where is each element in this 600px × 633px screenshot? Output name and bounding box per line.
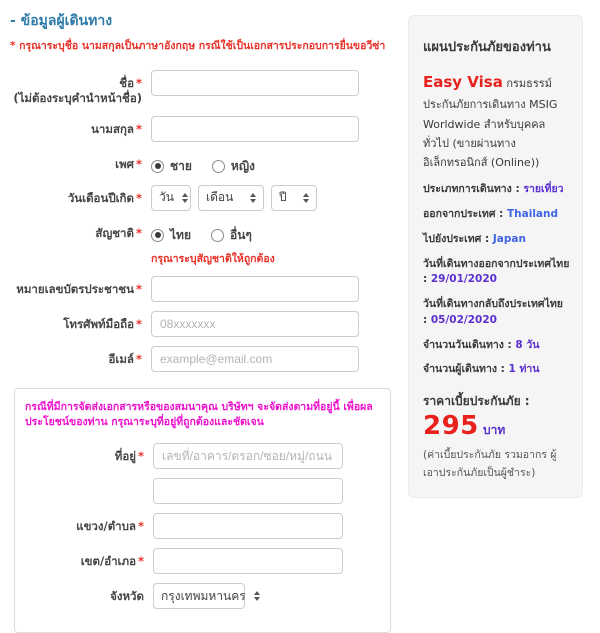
phone-input[interactable]	[151, 311, 359, 337]
nationality-warning-note: กรุณาระบุสัญชาติให้ถูกต้อง	[151, 252, 275, 265]
nationality-thai-radio[interactable]	[151, 229, 164, 242]
departure-date-row: วันที่เดินทางออกจากประเทศไทย : 29/01/2020	[423, 257, 570, 286]
required-asterisk: *	[135, 351, 142, 366]
trip-type-row: ประเภทการเดินทาง : รายเที่ยว	[423, 183, 564, 196]
departure-date-value[interactable]: 29/01/2020	[430, 273, 497, 286]
last-name-row	[10, 116, 400, 142]
required-asterisk: *	[135, 316, 142, 331]
trip-days-row: จำนวนวันเดินทาง : 8 วัน	[423, 338, 540, 351]
birth-year-select[interactable]: ปี	[271, 185, 317, 211]
traveler-count-row: จำนวนผู้เดินทาง : 1 ท่าน	[423, 363, 540, 376]
district-row	[25, 548, 380, 574]
gender-female-label[interactable]: หญิง	[230, 158, 255, 173]
summary-title: แผนประกันภัยของท่าน	[423, 40, 551, 55]
email-row	[10, 346, 400, 372]
plan-description: Easy Visa กรมธรรม์ประกันภัยการเดินทาง MSIG Worldwide สำหรับบุคคลทั่วไป (ขายผ่านทางอิเล็กทรอนิกส์ (Online))	[423, 73, 558, 169]
first-name-row	[10, 70, 400, 107]
last-name-input[interactable]	[151, 116, 359, 142]
return-date-row: วันที่เดินทางกลับถึงประเทศไทย : 05/02/2020	[423, 298, 563, 326]
plan-name: Easy Visa	[423, 73, 503, 91]
email-input[interactable]	[151, 346, 359, 372]
premium-price-value: 295	[423, 411, 479, 441]
english-name-note: * กรุณาระบุชื่อ นามสกุลเป็นภาษาอังกฤษ กรณีใช้เป็นเอกสารประกอบการยื่นขอวีซ่า	[10, 40, 386, 52]
gender-male-label[interactable]: ชาย	[170, 158, 192, 173]
id-card-input[interactable]	[151, 276, 359, 302]
gender-male-radio[interactable]	[151, 160, 164, 173]
trip-type-value[interactable]: รายเที่ยว	[523, 183, 564, 196]
birth-day-select[interactable]: วัน	[151, 185, 191, 211]
nationality-other-radio[interactable]	[211, 229, 224, 242]
id-card-label: หมายเลขบัตรประชาชน *	[16, 281, 142, 296]
address-row	[25, 443, 380, 469]
phone-label: โทรศัพท์มือถือ *	[63, 316, 142, 331]
mailing-address-note: กรณีที่มีการจัดส่งเอกสารหรือของสมนาคุณ บริษัทฯ จะจัดส่งตามที่อยู่นี้ เพื่อผลประโยชน์ของท่าน กรุณาระบุที่อยู่ที่ถูกต้องและชัดเจน	[25, 400, 373, 429]
destination-country-row: ไปยังประเทศ : Japan	[423, 232, 526, 245]
email-label: อีเมล์ *	[108, 351, 142, 366]
select-arrows-icon	[254, 591, 260, 601]
insurance-plan-summary-panel	[408, 15, 583, 498]
origin-country-value[interactable]: Thailand	[507, 208, 559, 220]
birthdate-label: วันเดือนปีเกิด *	[67, 190, 142, 205]
required-asterisk: *	[137, 519, 144, 534]
trip-days-value: 8 วัน	[515, 338, 540, 351]
return-date-value[interactable]: 05/02/2020	[430, 313, 497, 326]
required-asterisk: *	[135, 281, 142, 296]
required-asterisk: *	[135, 225, 142, 240]
gender-female-radio[interactable]	[212, 160, 225, 173]
mailing-address-box	[14, 388, 391, 633]
section-title: - ข้อมูลผู้เดินทาง	[10, 13, 113, 29]
nationality-row	[10, 220, 400, 267]
first-name-input[interactable]	[151, 70, 359, 96]
district-label: เขต/อำเภอ *	[80, 554, 144, 569]
address-line2-input[interactable]	[153, 478, 343, 504]
subdistrict-label: แขวง/ตำบล *	[76, 519, 144, 534]
required-asterisk: *	[135, 156, 142, 171]
province-row	[25, 583, 380, 609]
premium-price-unit: บาท	[478, 423, 506, 437]
premium-price-note: (ค่าเบี้ยประกันภัย รวมอากร ผู้เอาประกันภัยเป็นผู้ชำระ)	[423, 449, 557, 479]
first-name-label: ชื่อ * (ไม่ต้องระบุคำนำหน้าชื่อ)	[13, 75, 142, 106]
phone-row	[10, 311, 400, 337]
province-select[interactable]: กรุงเทพมหานคร	[153, 583, 245, 609]
select-arrows-icon	[182, 193, 188, 203]
birth-month-select[interactable]: เดือน	[198, 185, 264, 211]
premium-price-row: ราคาเบี้ยประกันภัย : 295 บาท (ค่าเบี้ยประกันภัย รวมอากร ผู้เอาประกันภัยเป็นผู้ชำระ)	[423, 392, 570, 483]
id-card-row	[10, 276, 400, 302]
required-asterisk: *	[137, 554, 144, 569]
address-line2-row	[25, 478, 380, 504]
birthdate-row	[10, 185, 400, 211]
select-arrows-icon	[250, 193, 256, 203]
last-name-label: นามสกุล *	[91, 121, 142, 136]
nationality-other-label[interactable]: อื่นๆ	[229, 227, 252, 242]
required-asterisk: *	[137, 449, 144, 464]
required-asterisk: *	[135, 75, 142, 90]
address-line1-input[interactable]	[153, 443, 343, 469]
required-asterisk: *	[135, 121, 142, 136]
gender-label: เพศ *	[115, 156, 142, 171]
select-arrows-icon	[303, 193, 309, 203]
address-label: ที่อยู่ *	[114, 449, 144, 464]
traveler-count-value: 1 ท่าน	[508, 363, 540, 376]
district-input[interactable]	[153, 548, 343, 574]
destination-country-value[interactable]: Japan	[492, 232, 526, 245]
origin-country-row: ออกจากประเทศ : Thailand	[423, 208, 559, 220]
gender-row	[10, 151, 400, 176]
province-label: จังหวัด	[110, 589, 144, 604]
nationality-label: สัญชาติ *	[95, 225, 142, 240]
subdistrict-input[interactable]	[153, 513, 343, 539]
subdistrict-row	[25, 513, 380, 539]
first-name-sublabel: (ไม่ต้องระบุคำนำหน้าชื่อ)	[13, 91, 142, 106]
nationality-thai-label[interactable]: ไทย	[170, 227, 191, 242]
required-asterisk: *	[135, 190, 142, 205]
